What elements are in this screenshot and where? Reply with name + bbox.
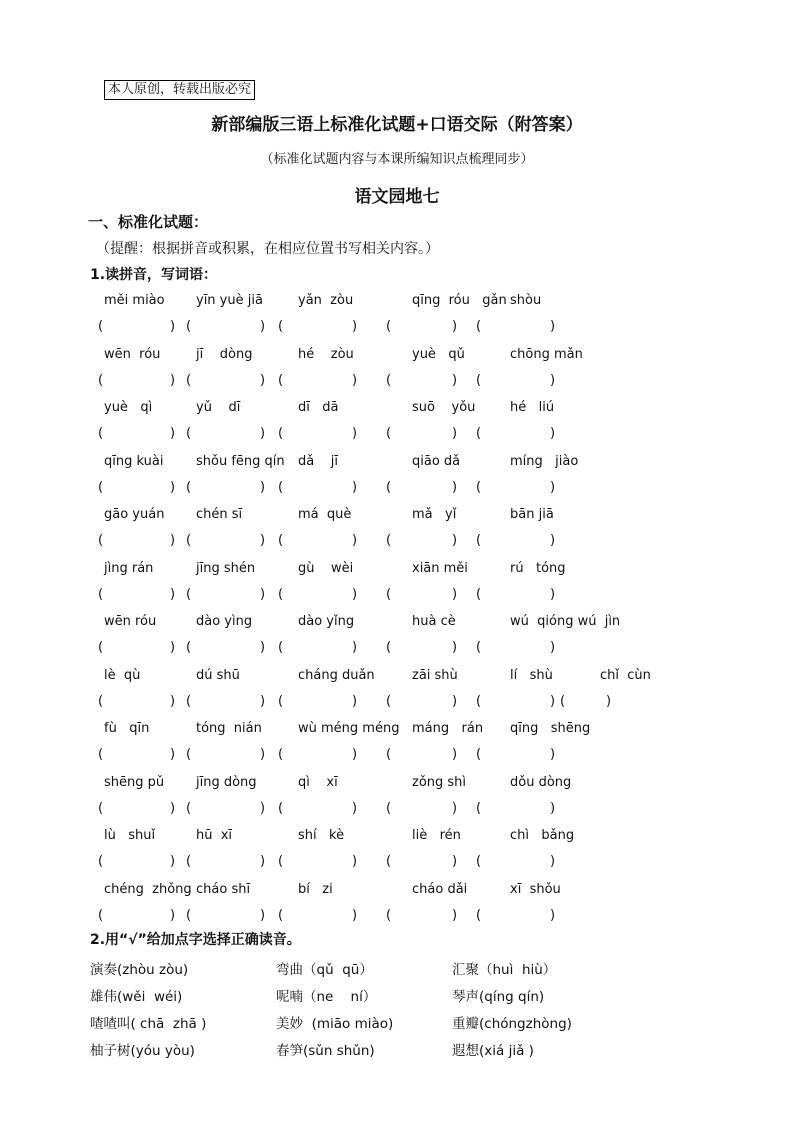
answer-blank-open[interactable]: ( bbox=[186, 586, 192, 602]
answer-blank-open[interactable]: ( bbox=[476, 747, 482, 762]
pinyin-word: dú shū bbox=[196, 667, 240, 683]
pinyin-word: bí zi bbox=[298, 881, 333, 897]
answer-blank-close[interactable]: ) bbox=[260, 640, 266, 655]
answer-blank-open[interactable]: ( bbox=[186, 479, 192, 495]
answer-blank-close[interactable]: ) bbox=[170, 907, 176, 923]
answer-blank-close[interactable]: ) bbox=[452, 479, 458, 495]
pinyin-word: dǎ jī bbox=[298, 453, 338, 469]
answer-blank-close[interactable]: ) bbox=[550, 479, 556, 495]
answer-blank-open[interactable]: ( bbox=[476, 640, 482, 655]
pinyin-word: liè rén bbox=[412, 828, 461, 843]
answer-blank-close[interactable]: ) bbox=[452, 372, 458, 388]
answer-blank-close[interactable]: ) bbox=[452, 693, 458, 709]
page-title: 新部编版三语上标准化试题+口语交际（附答案） bbox=[211, 115, 583, 135]
pinyin-word: dī dā bbox=[298, 400, 339, 415]
answer-blank-close[interactable]: ) bbox=[170, 854, 176, 869]
answer-blank-open[interactable]: ( bbox=[278, 854, 284, 869]
pinyin-word: qì xī bbox=[298, 774, 338, 790]
pronunciation-option[interactable]: 重瓣(chóngzhòng) bbox=[452, 1016, 572, 1032]
pinyin-word: suō yǒu bbox=[412, 400, 476, 415]
answer-blank-open[interactable]: ( bbox=[476, 854, 482, 869]
answer-blank-open[interactable]: ( bbox=[476, 586, 482, 602]
pinyin-word: gāo yuán bbox=[104, 507, 165, 522]
answer-blank-open[interactable]: ( bbox=[186, 854, 192, 869]
answer-blank-open[interactable]: ( bbox=[186, 640, 192, 655]
pinyin-word: wú qióng wú jìn bbox=[510, 614, 621, 629]
answer-blank-close[interactable]: ) bbox=[352, 479, 358, 495]
answer-blank-open[interactable]: ( bbox=[278, 479, 284, 495]
answer-blank-open[interactable]: ( bbox=[476, 426, 482, 441]
answer-blank-open[interactable]: ( bbox=[386, 640, 392, 655]
answer-blank-close[interactable]: ) bbox=[260, 586, 266, 602]
pinyin-word: wēn róu bbox=[104, 614, 157, 629]
pinyin-word: chǐ cùn bbox=[600, 667, 651, 683]
answer-blank-open[interactable]: ( bbox=[476, 479, 482, 495]
answer-blank-close[interactable]: ) bbox=[352, 907, 358, 923]
pronunciation-option[interactable]: 呢喃（ne ní） bbox=[276, 989, 377, 1005]
answer-blank-open[interactable]: ( bbox=[386, 800, 392, 816]
answer-blank-close[interactable]: ) bbox=[550, 854, 556, 869]
answer-blank-open[interactable]: ( bbox=[186, 372, 192, 388]
pinyin-word: jī dòng bbox=[196, 346, 253, 362]
pinyin-word: jīng dòng bbox=[196, 774, 257, 790]
answer-blank-open[interactable]: ( bbox=[98, 372, 104, 388]
answer-blank-close[interactable]: ) bbox=[170, 747, 176, 762]
pronunciation-option[interactable]: 美妙 (miāo miào) bbox=[276, 1016, 394, 1032]
copyright-stamp: 本人原创，转载出版必究 bbox=[104, 80, 255, 100]
pinyin-word: cháng duǎn bbox=[298, 667, 375, 683]
answer-blank-open[interactable]: ( bbox=[476, 533, 482, 548]
answer-blank-close[interactable]: ) bbox=[170, 693, 176, 709]
pinyin-word: míng jiào bbox=[510, 453, 579, 469]
pinyin-word: lè qù bbox=[104, 667, 141, 683]
pinyin-word: lù shuǐ bbox=[104, 828, 156, 843]
answer-blank-open[interactable]: ( bbox=[186, 693, 192, 709]
answer-blank-close[interactable]: ) bbox=[550, 372, 556, 388]
pinyin-word: hū xī bbox=[196, 828, 233, 843]
answer-blank-close[interactable]: ) bbox=[550, 907, 556, 923]
answer-blank-close[interactable]: ) bbox=[352, 640, 358, 655]
answer-blank-close[interactable]: ) bbox=[550, 426, 556, 441]
answer-blank-close[interactable]: ) bbox=[550, 693, 556, 709]
answer-blank-open[interactable]: ( bbox=[386, 426, 392, 441]
question-1-heading: 1.读拼音，写词语： bbox=[90, 267, 218, 283]
answer-blank-close[interactable]: ) bbox=[452, 854, 458, 869]
answer-blank-close[interactable]: ) bbox=[260, 854, 266, 869]
pinyin-word: wēn róu bbox=[104, 346, 161, 362]
answer-blank-open[interactable]: ( bbox=[386, 747, 392, 762]
answer-blank-close[interactable]: ) bbox=[550, 319, 556, 334]
answer-blank-close[interactable]: ) bbox=[550, 640, 556, 655]
answer-blank-close[interactable]: ) bbox=[352, 426, 358, 441]
question-2-heading: 2.用“√”给加点字选择正确读音。 bbox=[90, 932, 301, 948]
answer-blank-close[interactable]: ) bbox=[260, 533, 266, 548]
pinyin-word: má què bbox=[298, 507, 352, 522]
answer-blank-open[interactable]: ( bbox=[476, 319, 482, 334]
pinyin-word: qīng róu gǎn bbox=[412, 293, 507, 308]
answer-blank-close[interactable]: ) bbox=[352, 586, 358, 602]
pinyin-word: qīng shēng bbox=[510, 721, 591, 736]
answer-blank-close[interactable]: ) bbox=[260, 907, 266, 923]
answer-blank-open[interactable]: ( bbox=[186, 533, 192, 548]
answer-blank-open[interactable]: ( bbox=[278, 533, 284, 548]
answer-blank-open[interactable]: ( bbox=[186, 426, 192, 441]
pinyin-word: shí kè bbox=[298, 828, 345, 843]
answer-blank-close[interactable]: ) bbox=[550, 747, 556, 762]
page-subtitle: （标准化试题内容与本课所编知识点梳理同步） bbox=[260, 152, 534, 167]
answer-blank-close[interactable]: ) bbox=[260, 319, 266, 334]
answer-blank-open[interactable]: ( bbox=[386, 533, 392, 548]
pinyin-word: hé liú bbox=[510, 400, 555, 415]
answer-blank-open[interactable]: ( bbox=[386, 907, 392, 923]
answer-blank-close[interactable]: ) bbox=[170, 800, 176, 816]
pinyin-word: cháo dǎi bbox=[412, 881, 468, 897]
answer-blank-close[interactable]: ) bbox=[170, 372, 176, 388]
pinyin-word: dào yǐng bbox=[298, 614, 355, 629]
pinyin-word: cháo shī bbox=[196, 881, 251, 897]
pinyin-word: mǎ yǐ bbox=[412, 507, 457, 522]
answer-blank-close[interactable]: ) bbox=[260, 372, 266, 388]
answer-blank-open[interactable]: ( bbox=[278, 426, 284, 441]
answer-blank-close[interactable]: ) bbox=[260, 426, 266, 441]
pinyin-word: jìng rán bbox=[104, 560, 154, 576]
answer-blank-close[interactable]: ) bbox=[550, 586, 556, 602]
answer-blank-open[interactable]: ( bbox=[386, 319, 392, 334]
answer-blank-open[interactable]: ( bbox=[278, 640, 284, 655]
answer-blank-close[interactable]: ) bbox=[170, 319, 176, 334]
pronunciation-option[interactable]: 演奏(zhòu zòu) bbox=[90, 962, 189, 978]
answer-blank-open[interactable]: ( bbox=[278, 319, 284, 334]
answer-blank-open[interactable]: ( bbox=[278, 800, 284, 816]
pinyin-word: rú tóng bbox=[510, 560, 566, 576]
answer-blank-open[interactable]: ( bbox=[386, 479, 392, 495]
answer-blank-close[interactable]: ) bbox=[452, 586, 458, 602]
answer-blank-close[interactable]: ) bbox=[260, 479, 266, 495]
answer-blank-open[interactable]: ( bbox=[98, 586, 104, 602]
pronunciation-option[interactable]: 遐想(xiá jiǎ ) bbox=[452, 1043, 534, 1059]
pinyin-word: wù méng méng bbox=[298, 721, 400, 736]
answer-blank-open[interactable]: ( bbox=[98, 693, 104, 709]
answer-blank-open[interactable]: ( bbox=[98, 640, 104, 655]
pinyin-word: máng rán bbox=[412, 721, 484, 736]
pinyin-word: xī shǒu bbox=[510, 881, 561, 897]
pinyin-word: yuè qǔ bbox=[412, 346, 465, 362]
pronunciation-option[interactable]: 琴声(qíng qín) bbox=[452, 989, 545, 1005]
pinyin-word: chén sī bbox=[196, 507, 243, 522]
section-heading: 一、标准化试题： bbox=[88, 213, 209, 231]
pinyin-word: chōng mǎn bbox=[510, 346, 583, 362]
answer-blank-open[interactable]: ( bbox=[476, 372, 482, 388]
answer-blank-close[interactable]: ) bbox=[352, 319, 358, 334]
answer-blank-open[interactable]: ( bbox=[98, 854, 104, 869]
answer-blank-close[interactable]: ) bbox=[352, 693, 358, 709]
answer-blank-close[interactable]: ) bbox=[452, 426, 458, 441]
pinyin-word: chéng zhǒng bbox=[104, 881, 192, 897]
answer-blank-close[interactable]: ) bbox=[452, 800, 458, 816]
answer-blank-open[interactable]: ( bbox=[98, 426, 104, 441]
answer-blank-open[interactable]: ( bbox=[476, 907, 482, 923]
answer-blank-open[interactable]: ( bbox=[186, 747, 192, 762]
answer-blank-close[interactable]: ) bbox=[452, 319, 458, 334]
answer-blank-close[interactable]: ) bbox=[170, 426, 176, 441]
pronunciation-option[interactable]: 喳喳叫( chā zhā ) bbox=[90, 1016, 207, 1032]
answer-blank-open[interactable]: ( bbox=[98, 907, 104, 923]
answer-blank-close[interactable]: ) bbox=[452, 907, 458, 923]
answer-blank-close[interactable]: ) bbox=[170, 479, 176, 495]
answer-blank-open[interactable]: ( bbox=[386, 693, 392, 709]
pinyin-word: chì bǎng bbox=[510, 828, 575, 843]
answer-blank-open[interactable]: ( bbox=[386, 854, 392, 869]
pinyin-word: měi miào bbox=[104, 293, 165, 308]
answer-blank-close[interactable]: ) bbox=[170, 640, 176, 655]
pronunciation-option[interactable]: 柚子树(yóu yòu) bbox=[90, 1043, 195, 1059]
pronunciation-option[interactable]: 弯曲（qǔ qū） bbox=[276, 962, 373, 978]
answer-blank-close[interactable]: ) bbox=[550, 533, 556, 548]
answer-blank-close[interactable]: ) bbox=[352, 372, 358, 388]
answer-blank-close[interactable]: ) bbox=[260, 800, 266, 816]
pinyin-word: gù wèi bbox=[298, 560, 354, 576]
pronunciation-option[interactable]: 雄伟(wěi wéi) bbox=[90, 989, 183, 1005]
pinyin-word: yuè qì bbox=[104, 400, 153, 415]
answer-blank-open[interactable]: ( bbox=[278, 586, 284, 602]
pinyin-word: yǔ dī bbox=[196, 400, 241, 415]
answer-blank-close[interactable]: ) bbox=[352, 747, 358, 762]
answer-blank-open[interactable]: ( bbox=[186, 907, 192, 923]
lesson-title: 语文园地七 bbox=[354, 187, 440, 207]
pinyin-word: lí shù bbox=[510, 667, 553, 683]
answer-blank-close[interactable]: ) bbox=[260, 747, 266, 762]
answer-blank-open[interactable]: ( bbox=[386, 586, 392, 602]
answer-blank-close[interactable]: ) bbox=[352, 533, 358, 548]
answer-blank-close[interactable]: ) bbox=[170, 586, 176, 602]
answer-blank-open[interactable]: ( bbox=[476, 693, 482, 709]
answer-blank-close[interactable]: ) bbox=[452, 533, 458, 548]
pinyin-word: xiān měi bbox=[412, 560, 468, 576]
answer-blank-open[interactable]: ( bbox=[98, 533, 104, 548]
pronunciation-option[interactable]: 汇聚（huì hiù） bbox=[452, 962, 557, 978]
pinyin-word: tóng nián bbox=[196, 721, 262, 736]
pinyin-word: yīn yuè jiā bbox=[196, 293, 263, 308]
answer-blank-open[interactable]: ( bbox=[98, 319, 104, 334]
answer-blank-open[interactable]: ( bbox=[278, 907, 284, 923]
answer-blank-close[interactable]: ) bbox=[452, 747, 458, 762]
answer-blank-open[interactable]: ( bbox=[476, 800, 482, 816]
answer-blank-open[interactable]: ( bbox=[278, 747, 284, 762]
answer-blank-open[interactable]: ( bbox=[98, 479, 104, 495]
pinyin-word: shēng pǔ bbox=[104, 774, 165, 790]
answer-blank-close[interactable]: ) bbox=[606, 693, 612, 709]
pinyin-word: fù qīn bbox=[104, 721, 150, 736]
answer-blank-open[interactable]: ( bbox=[386, 372, 392, 388]
pinyin-word: yǎn zòu bbox=[298, 293, 354, 308]
answer-blank-close[interactable]: ) bbox=[352, 854, 358, 869]
pinyin-word: shòu bbox=[510, 293, 542, 308]
pinyin-word: hé zòu bbox=[298, 346, 354, 362]
pinyin-word: dào yìng bbox=[196, 614, 253, 629]
answer-blank-open[interactable]: ( bbox=[278, 372, 284, 388]
answer-blank-open[interactable]: ( bbox=[186, 319, 192, 334]
answer-blank-open[interactable]: ( bbox=[98, 800, 104, 816]
pinyin-word: zāi shù bbox=[412, 667, 458, 683]
answer-blank-open[interactable]: ( bbox=[98, 747, 104, 762]
answer-blank-close[interactable]: ) bbox=[352, 800, 358, 816]
answer-blank-close[interactable]: ) bbox=[452, 640, 458, 655]
pinyin-word: shǒu fēng qín bbox=[196, 453, 285, 469]
answer-blank-open[interactable]: ( bbox=[186, 800, 192, 816]
pinyin-word: bān jiā bbox=[510, 507, 554, 522]
section-hint: （提醒：根据拼音或积累，在相应位置书写相关内容。） bbox=[96, 241, 439, 257]
pinyin-word: dǒu dòng bbox=[510, 774, 572, 790]
answer-blank-open[interactable]: ( bbox=[278, 693, 284, 709]
pinyin-word: qiāo dǎ bbox=[412, 453, 461, 469]
pronunciation-option[interactable]: 春笋(sǔn shǔn) bbox=[276, 1043, 375, 1059]
answer-blank-open[interactable]: ( bbox=[560, 693, 566, 709]
pinyin-word: zǒng shì bbox=[412, 774, 467, 790]
answer-blank-close[interactable]: ) bbox=[260, 693, 266, 709]
pinyin-word: huà cè bbox=[412, 614, 456, 629]
answer-blank-close[interactable]: ) bbox=[170, 533, 176, 548]
answer-blank-close[interactable]: ) bbox=[550, 800, 556, 816]
pinyin-word: qīng kuài bbox=[104, 453, 164, 469]
pinyin-word: jīng shén bbox=[196, 560, 256, 576]
